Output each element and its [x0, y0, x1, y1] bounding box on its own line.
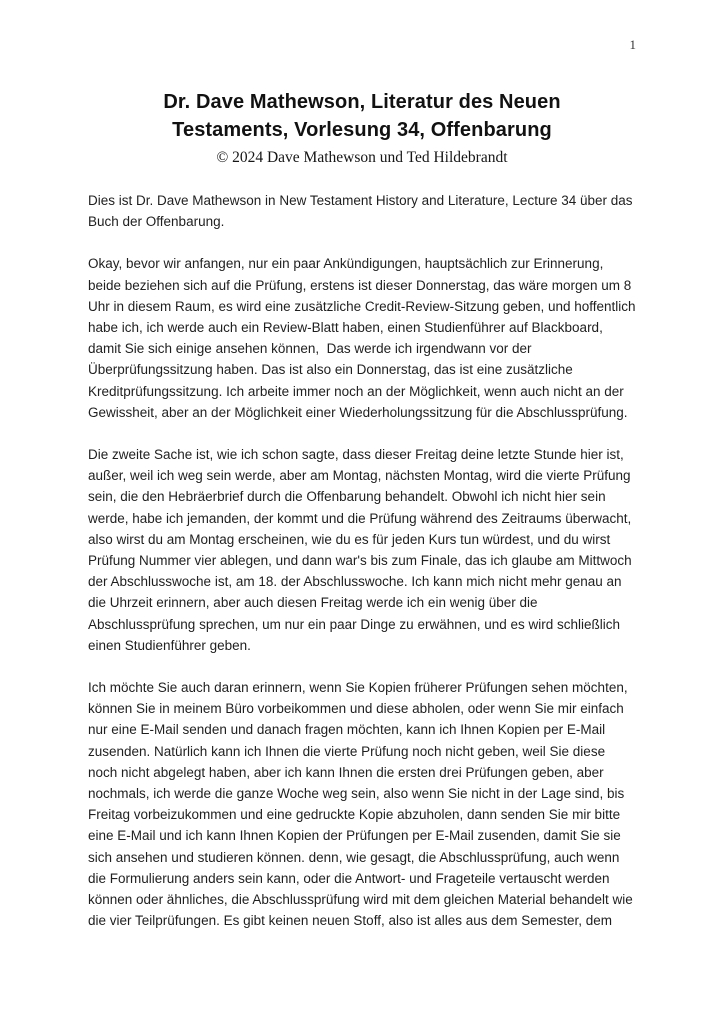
paragraph: Ich möchte Sie auch daran erinnern, wenn Sie Kopien früherer Prüfungen sehen möchten, können Sie in meinem Büro vorbeikommen und diese abholen, oder wenn Sie mir einfach nur eine E-Mail senden und danach fragen möchten, kann ich Ihnen Kopien per E-Mail zusenden. Natürlich kann ich Ihnen die vierte Prüfung noch nicht geben, weil Sie diese noch nicht abgelegt haben, aber ich kann Ihnen die ersten drei Prüfungen geben, aber nochmals, ich werde die ganze Woche weg sein, also wenn Sie nicht in der Lage sind, bis Freitag vorbeizukommen und eine gedruckte Kopie abzuholen, dann senden Sie mir bitte eine E-Mail und ich kann Ihnen Kopien der Prüfungen per E-Mail zusenden, damit Sie sie sich ansehen und studieren können. denn, wie gesagt, die Abschlussprüfung, auch wenn die Formulierung anders sein kann, oder die Antwort- und Frageteile vertauscht werden können oder ähnliches, die Abschlussprüfung wird mit dem gleichen Material behandelt wie die vier Teilprüfungen. Es gibt keinen neuen Stoff, also ist alles aus dem Semester, dem: [88, 680, 637, 929]
paragraph: Okay, bevor wir anfangen, nur ein paar Ankündigungen, hauptsächlich zur Erinnerung, beide beziehen sich auf die Prüfung, erstens ist dieser Donnerstag, das wäre morgen um 8 Uhr in diesem Raum, es wird eine zusätzliche Credit-Review-Sitzung geben, und hoffentlich habe ich, ich werde auch ein Review-Blatt haben, einen Studienführer auf Blackboard, damit Sie sich einige ansehen können, Das werde ich irgendwann vor der Überprüfungssitzung haben. Das ist also ein Donnerstag, das ist eine zusätzliche Kreditprüfungssitzung. Ich arbeite immer noch an der Möglichkeit, wenn auch nicht an der Gewissheit, aber an der Möglichkeit einer Wiederholungssitzung für die Abschlussprüfung.: [88, 256, 640, 420]
page-number: 1: [629, 37, 636, 52]
document-body: [88, 190, 640, 932]
paragraph: Dies ist Dr. Dave Mathewson in New Testament History and Literature, Lecture 34 über das Buch der Offenbarung.: [88, 193, 637, 230]
document-title: Dr. Dave Mathewson, Literatur des Neuen Testaments, Vorlesung 34, Offenbarung: [163, 91, 561, 141]
copyright-line: © 2024 Dave Mathewson und Ted Hildebrandt: [216, 149, 508, 166]
paragraph: Die zweite Sache ist, wie ich schon sagte, dass dieser Freitag deine letzte Stunde hier ist, außer, weil ich weg sein werde, aber am Montag, nächsten Montag, wird die vierte Prüfung sein, die den Hebräerbrief durch die Offenbarung behandelt. Obwohl ich nicht hier sein werde, habe ich jemanden, der kommt und die Prüfung während des Zeitraums überwacht, also wirst du am Montag erscheinen, wie du es für jeden Kurs tun würdest, und du wirst Prüfung Nummer vier ablegen, und dann war's bis zum Finale, das ich glaube am Mittwoch der Abschlusswoche ist, am 18. der Abschlusswoche. Ich kann mich nicht mehr genau an die Uhrzeit erinnern, aber auch diesen Freitag werde ich ein wenig über die Abschlussprüfung sprechen, um nur ein paar Dinge zu erwähnen, und es wird schließlich einen Studienführer geben.: [88, 447, 636, 653]
